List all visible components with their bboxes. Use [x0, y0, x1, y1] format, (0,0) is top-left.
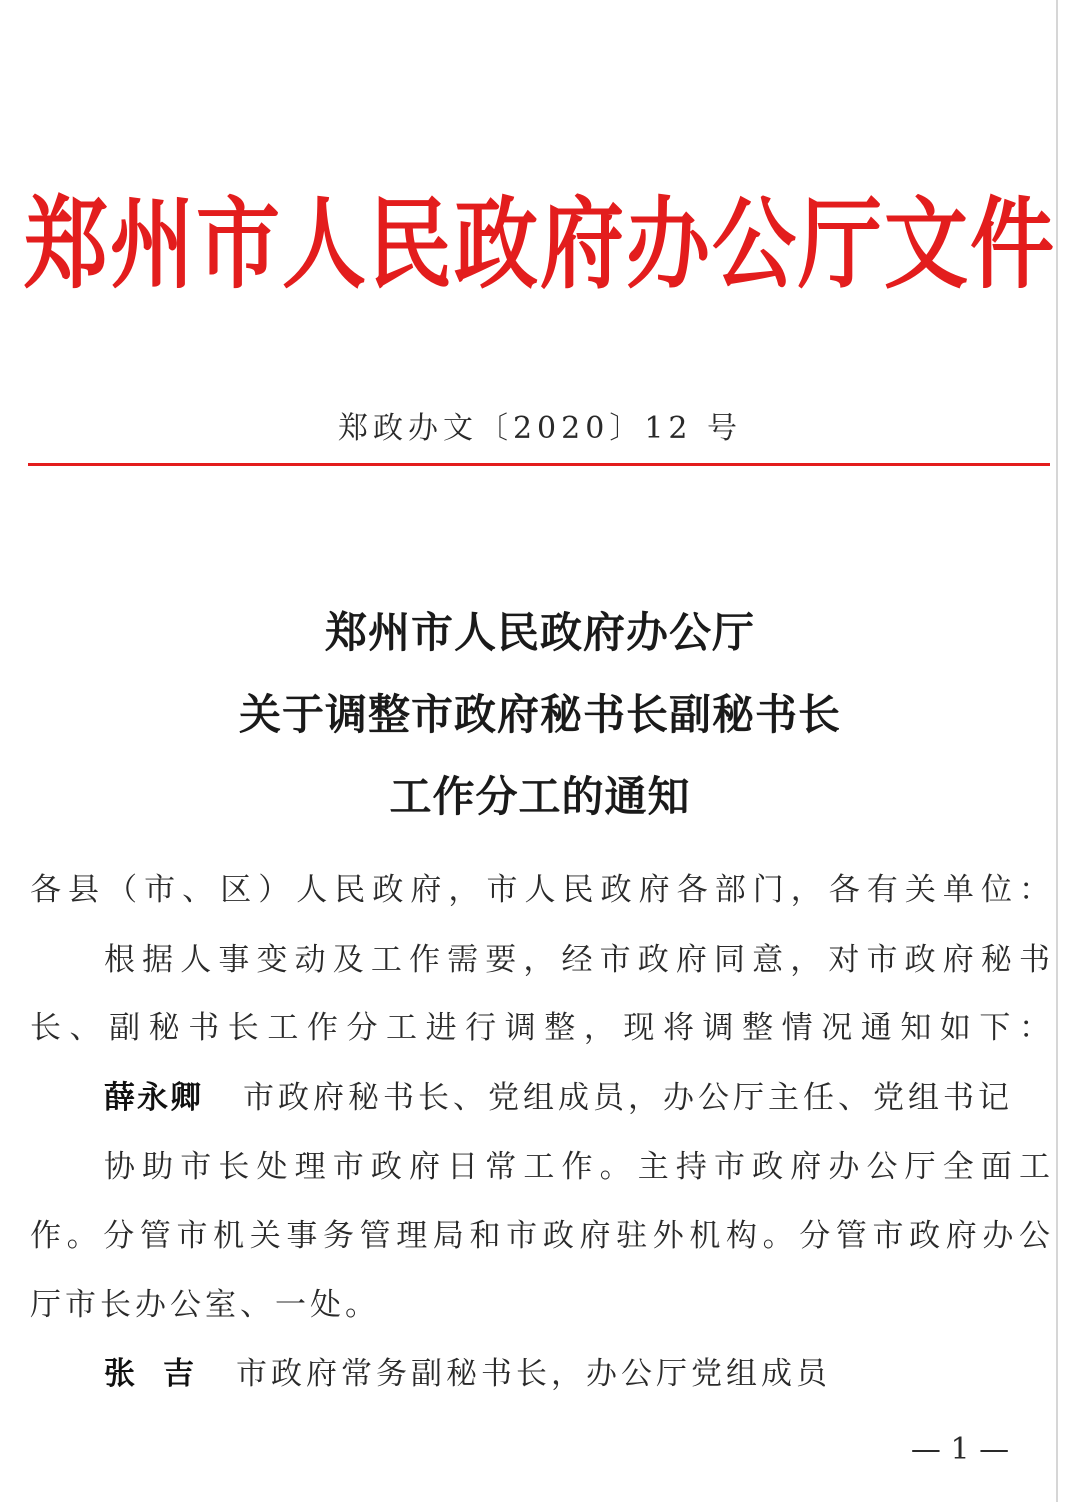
document-number: 郑政办文〔2020〕12 号 [337, 411, 743, 446]
notice-title-line-3: 工作分工的通知 [389, 772, 691, 821]
salutation: 各县（市、区）人民政府，市人民政府各部门，各有关单位： [30, 872, 1050, 908]
paragraph-1-line-1: 根据人事变动及工作需要，经市政府同意，对市政府秘书 [104, 942, 1050, 978]
entry-2-name: 张吉 [104, 1356, 222, 1392]
document-header-title: 郑州市人民政府办公厅文件 [23, 185, 1056, 302]
entry-1-name: 薛永卿 [104, 1080, 203, 1116]
notice-title-line-2: 关于调整市政府秘书长副秘书长 [238, 690, 841, 739]
entry-1-duty-line-3: 厅市长办公室、一处。 [30, 1287, 380, 1323]
entry-2-heading [104, 1354, 1050, 1394]
entry-1-duty-line-2: 作。分管市机关事务管理局和市政府驻外机构。分管市政府办公 [30, 1218, 1050, 1254]
red-separator-line [28, 463, 1050, 466]
entry-1-title: 市政府秘书长、党组成员，办公厅主任、党组书记 [243, 1080, 1013, 1116]
page-number: — 1 — [910, 1432, 1010, 1467]
paragraph-1-line-2: 长、副秘书长工作分工进行调整，现将调整情况通知如下： [30, 1010, 1050, 1046]
entry-2-title: 市政府常务副秘书长，办公厅党组成员 [236, 1356, 831, 1392]
entry-1-duty-line-1: 协助市长处理市政府日常工作。主持市政府办公厅全面工 [104, 1149, 1050, 1185]
entry-1-heading [104, 1078, 1050, 1118]
notice-title-line-1: 郑州市人民政府办公厅 [324, 608, 755, 657]
